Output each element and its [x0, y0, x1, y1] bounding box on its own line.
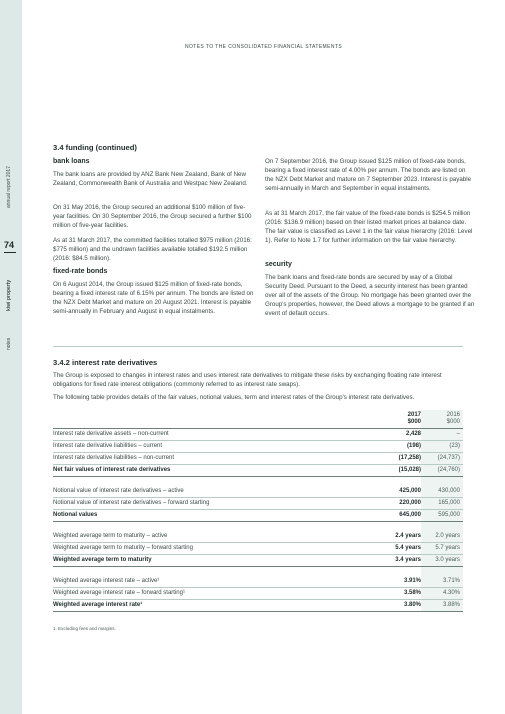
- cell-2017: 2,428: [361, 428, 421, 440]
- table-row: [53, 452, 463, 464]
- cell-label: Weighted average interest rate – forward starting¹: [53, 587, 361, 599]
- cell-2016: 165,000: [421, 497, 463, 509]
- cell-2016: (24,760): [421, 464, 463, 476]
- page: [22, 0, 505, 714]
- spacer-cell: [421, 566, 463, 575]
- section-name: notes: [6, 337, 12, 350]
- cell-label: Weighted average term to maturity – forward starting: [53, 542, 361, 554]
- section-title: 3.4 funding (continued): [53, 143, 137, 152]
- cell-label: Weighted average term to maturity – active: [53, 530, 361, 542]
- cell-2016: 5.7 years: [421, 542, 463, 554]
- spacer-cell: [361, 566, 421, 575]
- cell-label: Interest rate derivative liabilities – current: [53, 440, 361, 452]
- spacer-cell: [53, 566, 361, 575]
- table-row: [53, 497, 463, 509]
- header-year-2016: 2016: [446, 411, 460, 418]
- cell-2017: 3.91%: [361, 575, 421, 587]
- cell-label: Interest rate derivative assets – non-current: [53, 428, 361, 440]
- cell-2016: 3.88%: [421, 599, 463, 611]
- section-divider: [53, 346, 463, 347]
- bonds-2016-paragraph: On 7 September 2016, the Group issued $125 million of fixed-rate bonds, bearing a fixed interest rate of 4.00% per annum. The bonds are listed on the NZX Debt Market and mature on 7 September 2023. Interest is payable semi-annually in March and September in equal instalments.: [265, 158, 472, 192]
- header-2016: [421, 410, 463, 428]
- cell-2017: 220,000: [361, 497, 421, 509]
- cell-label: Interest rate derivative liabilities – non-current: [53, 452, 361, 464]
- cell-2016: (24,737): [421, 452, 463, 464]
- cell-2017: (198): [361, 440, 421, 452]
- cell-2017: 645,000: [361, 509, 421, 521]
- cell-2016: 430,000: [421, 485, 463, 497]
- cell-2017: 2.4 years: [361, 530, 421, 542]
- derivatives-table: [53, 410, 463, 612]
- table-row: [53, 440, 463, 452]
- table-row: [53, 485, 463, 497]
- spacer-cell: [361, 476, 421, 485]
- spacer-cell: [421, 476, 463, 485]
- cell-2016: 3.0 years: [421, 554, 463, 566]
- table-footnote: 1. Excluding fees and margins.: [53, 626, 116, 631]
- table-header-label: [53, 410, 361, 428]
- cell-2017: (17,258): [361, 452, 421, 464]
- cell-2016: (23): [421, 440, 463, 452]
- cell-2016: 4.30%: [421, 587, 463, 599]
- subsection-title: 3.4.2 interest rate derivatives: [53, 358, 158, 367]
- table-row: [53, 575, 463, 587]
- subsection-intro: The Group is exposed to changes in interest rates and uses interest rate derivatives to mitigate these risks by exchanging floating rate interest obligations for fixed rate interest obligations (commonly referred to as interest rate swaps).: [53, 372, 442, 388]
- table-total-row: [53, 509, 463, 521]
- page-number-rule: [4, 252, 16, 253]
- security-paragraph: The bank loans and fixed-rate bonds are secured by way of a Global Security Deed. Pursuant to the Deed, a security interest has been granted over all of the assets of the Group. No mortgage has been granted over the Group's properties, however, the Deed allows a mortgage to be granted if an event of default occurs.: [265, 274, 475, 317]
- cell-label: Weighted average term to maturity: [53, 554, 361, 566]
- table-total-row: [53, 464, 463, 476]
- cell-2017: 3.58%: [361, 587, 421, 599]
- cell-2016: 3.71%: [421, 575, 463, 587]
- cell-2016: –: [421, 428, 463, 440]
- cell-label: Notional value of interest rate derivatives – forward starting: [53, 497, 361, 509]
- cell-2017: 425,000: [361, 485, 421, 497]
- cell-2017: 3.4 years: [361, 554, 421, 566]
- cell-label: Net fair values of interest rate derivatives: [53, 464, 361, 476]
- header-unit-2017: $000: [407, 418, 421, 425]
- cell-2017: (15,028): [361, 464, 421, 476]
- report-title: annual report 2017: [6, 166, 12, 208]
- cell-2016: 595,000: [421, 509, 463, 521]
- page-number: 74: [4, 240, 15, 250]
- table-total-row: [53, 554, 463, 566]
- table-spacer: [53, 521, 463, 530]
- cell-label: Weighted average interest rate¹: [53, 599, 361, 611]
- fixed-rate-bonds-heading: fixed-rate bonds: [53, 268, 108, 275]
- cell-2016: 2.0 years: [421, 530, 463, 542]
- header-2017: [361, 410, 421, 428]
- table-intro: The following table provides details of the fair values, notional values, term and interest rates of the Group's interest rate derivatives.: [53, 394, 415, 401]
- cell-label: Notional value of interest rate derivatives – active: [53, 485, 361, 497]
- table-spacer: [53, 476, 463, 485]
- header-unit-2016: $000: [446, 418, 460, 425]
- table-row: [53, 542, 463, 554]
- spacer-cell: [361, 521, 421, 530]
- bank-loans-paragraph: On 31 May 2016, the Group secured an additional $100 million of five-year facilities. On 30 September 2016, the Group secured a further $100 million of five-year facilities.: [53, 204, 252, 229]
- sidebar: [0, 0, 22, 714]
- bank-loans-heading: bank loans: [53, 158, 90, 165]
- table-total-row: [53, 599, 463, 611]
- bank-loans-paragraph: As at 31 March 2017, the committed facilities totalled $975 million (2016: $775 million) and the undrawn facilities available totalled $192.5 million (2016: $84.5 million).: [53, 237, 252, 262]
- running-head: NOTES TO THE CONSOLIDATED FINANCIAL STATEMENTS: [184, 44, 343, 50]
- table-row: [53, 587, 463, 599]
- bonds-fair-value-paragraph: As at 31 March 2017, the fair value of the fixed-rate bonds is $254.5 million (2016: $136.9 million) based on their listed market prices at balance date. The fair value is classified as Level 1 in the fair value hierarchy (2016: Level 1). Refer to Note 1.7 for further information on the fair value hierarchy.: [265, 210, 473, 244]
- spacer-cell: [53, 476, 361, 485]
- fixed-rate-bonds-paragraph: On 6 August 2014, the Group issued $125 million of fixed-rate bonds, bearing a fixed interest rate of 6.15% per annum. The bonds are listed on the NZX Debt Market and mature on 20 August 2021. Interest is payable semi-annually in February and August in equal instalments.: [53, 281, 254, 315]
- cell-label: Notional values: [53, 509, 361, 521]
- table-row: [53, 428, 463, 440]
- table-header-row: [53, 410, 463, 428]
- spacer-cell: [53, 521, 361, 530]
- brand-name: kiwi property: [6, 279, 12, 311]
- bank-loans-paragraph: The bank loans are provided by ANZ Bank New Zealand, Bank of New Zealand, Commonwealth Bank of Australia and Westpac New Zealand.: [53, 171, 248, 187]
- security-heading: security: [265, 261, 292, 268]
- cell-label: Weighted average interest rate – active¹: [53, 575, 361, 587]
- table-row: [53, 530, 463, 542]
- table-spacer: [53, 566, 463, 575]
- spacer-cell: [421, 521, 463, 530]
- cell-2017: 3.80%: [361, 599, 421, 611]
- cell-2017: 5.4 years: [361, 542, 421, 554]
- header-year-2017: 2017: [407, 411, 421, 418]
